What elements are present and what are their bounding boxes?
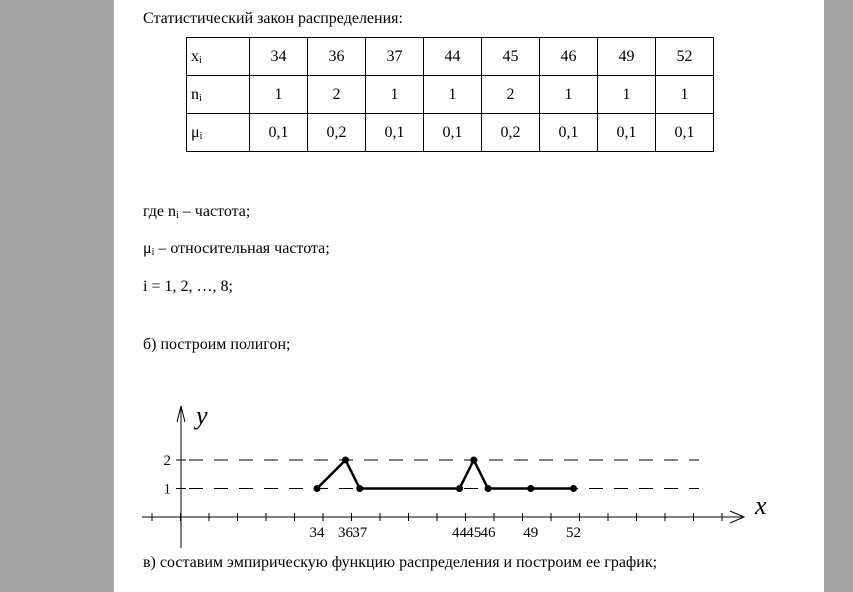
x-axis-label: x: [755, 491, 767, 520]
polygon-chart: [114, 0, 824, 592]
table-cell: 44: [424, 38, 482, 76]
step-c: в) составим эмпирическую функцию распределения и построим ее график;: [143, 554, 658, 571]
table-cell: 0,1: [540, 114, 598, 152]
note-frequency-post: – частота;: [178, 203, 251, 220]
x-tick-label: 34: [309, 525, 325, 541]
table-cell: 1: [656, 76, 714, 114]
document-page: [114, 0, 824, 592]
table-cell: 34: [250, 38, 308, 76]
note-relative-frequency-pre: μ: [143, 240, 152, 257]
row-header-subscript: i: [199, 130, 203, 142]
table-cell: 1: [540, 76, 598, 114]
table-cell: 37: [366, 38, 424, 76]
table-cell: 36: [308, 38, 366, 76]
data-point: [470, 457, 477, 464]
row-header-symbol: n: [191, 85, 199, 103]
table-cell: 2: [308, 76, 366, 114]
y-axis-label: y: [196, 401, 208, 430]
x-tick-label: 45: [466, 525, 482, 541]
y-tick-label: 1: [163, 481, 171, 498]
data-point: [456, 485, 463, 492]
data-point: [314, 485, 321, 492]
row-header-symbol: x: [191, 47, 199, 65]
polygon-line: [317, 460, 574, 489]
note-index-range: i = 1, 2, …, 8;: [143, 278, 233, 295]
data-point: [570, 485, 577, 492]
row-header-subscript: i: [199, 92, 202, 104]
table-cell: 52: [656, 38, 714, 76]
table-cell: 0,2: [308, 114, 366, 152]
x-tick-label: 49: [523, 525, 539, 541]
table-cell: 0,1: [424, 114, 482, 152]
table-cell: 0,2: [482, 114, 540, 152]
table-cell: 0,1: [366, 114, 424, 152]
y-tick-label: 2: [163, 453, 171, 469]
note-relative-frequency-post: – относительная частота;: [154, 240, 330, 257]
row-header-symbol: μ: [191, 123, 200, 141]
step-b: б) построим полигон;: [143, 336, 291, 353]
table-cell: 49: [598, 38, 656, 76]
note-frequency-pre: где n: [143, 203, 177, 220]
table-cell: 2: [482, 76, 540, 114]
row-header-subscript: i: [199, 54, 202, 66]
data-point: [485, 485, 492, 492]
table-cell: 1: [598, 76, 656, 114]
table-cell: 1: [366, 76, 424, 114]
x-tick-label: 52: [566, 525, 581, 541]
x-tick-label: 44: [452, 525, 467, 541]
table-cell: 46: [540, 38, 598, 76]
data-point: [342, 457, 349, 464]
data-point: [356, 485, 363, 492]
heading: Статистический закон распределения:: [143, 10, 403, 27]
table-cell: 1: [250, 76, 308, 114]
table-cell: 0,1: [656, 114, 714, 152]
note-relative-frequency-sub: i: [151, 247, 155, 258]
x-tick-label: 37: [352, 525, 368, 541]
table-cell: 1: [424, 76, 482, 114]
note-frequency-sub: i: [176, 210, 179, 221]
x-tick-label: 36: [338, 525, 353, 541]
table-cell: 0,1: [598, 114, 656, 152]
table-cell: 45: [482, 38, 540, 76]
table-cell: 0,1: [250, 114, 308, 152]
data-point: [527, 485, 534, 492]
x-tick-label: 46: [480, 525, 496, 541]
